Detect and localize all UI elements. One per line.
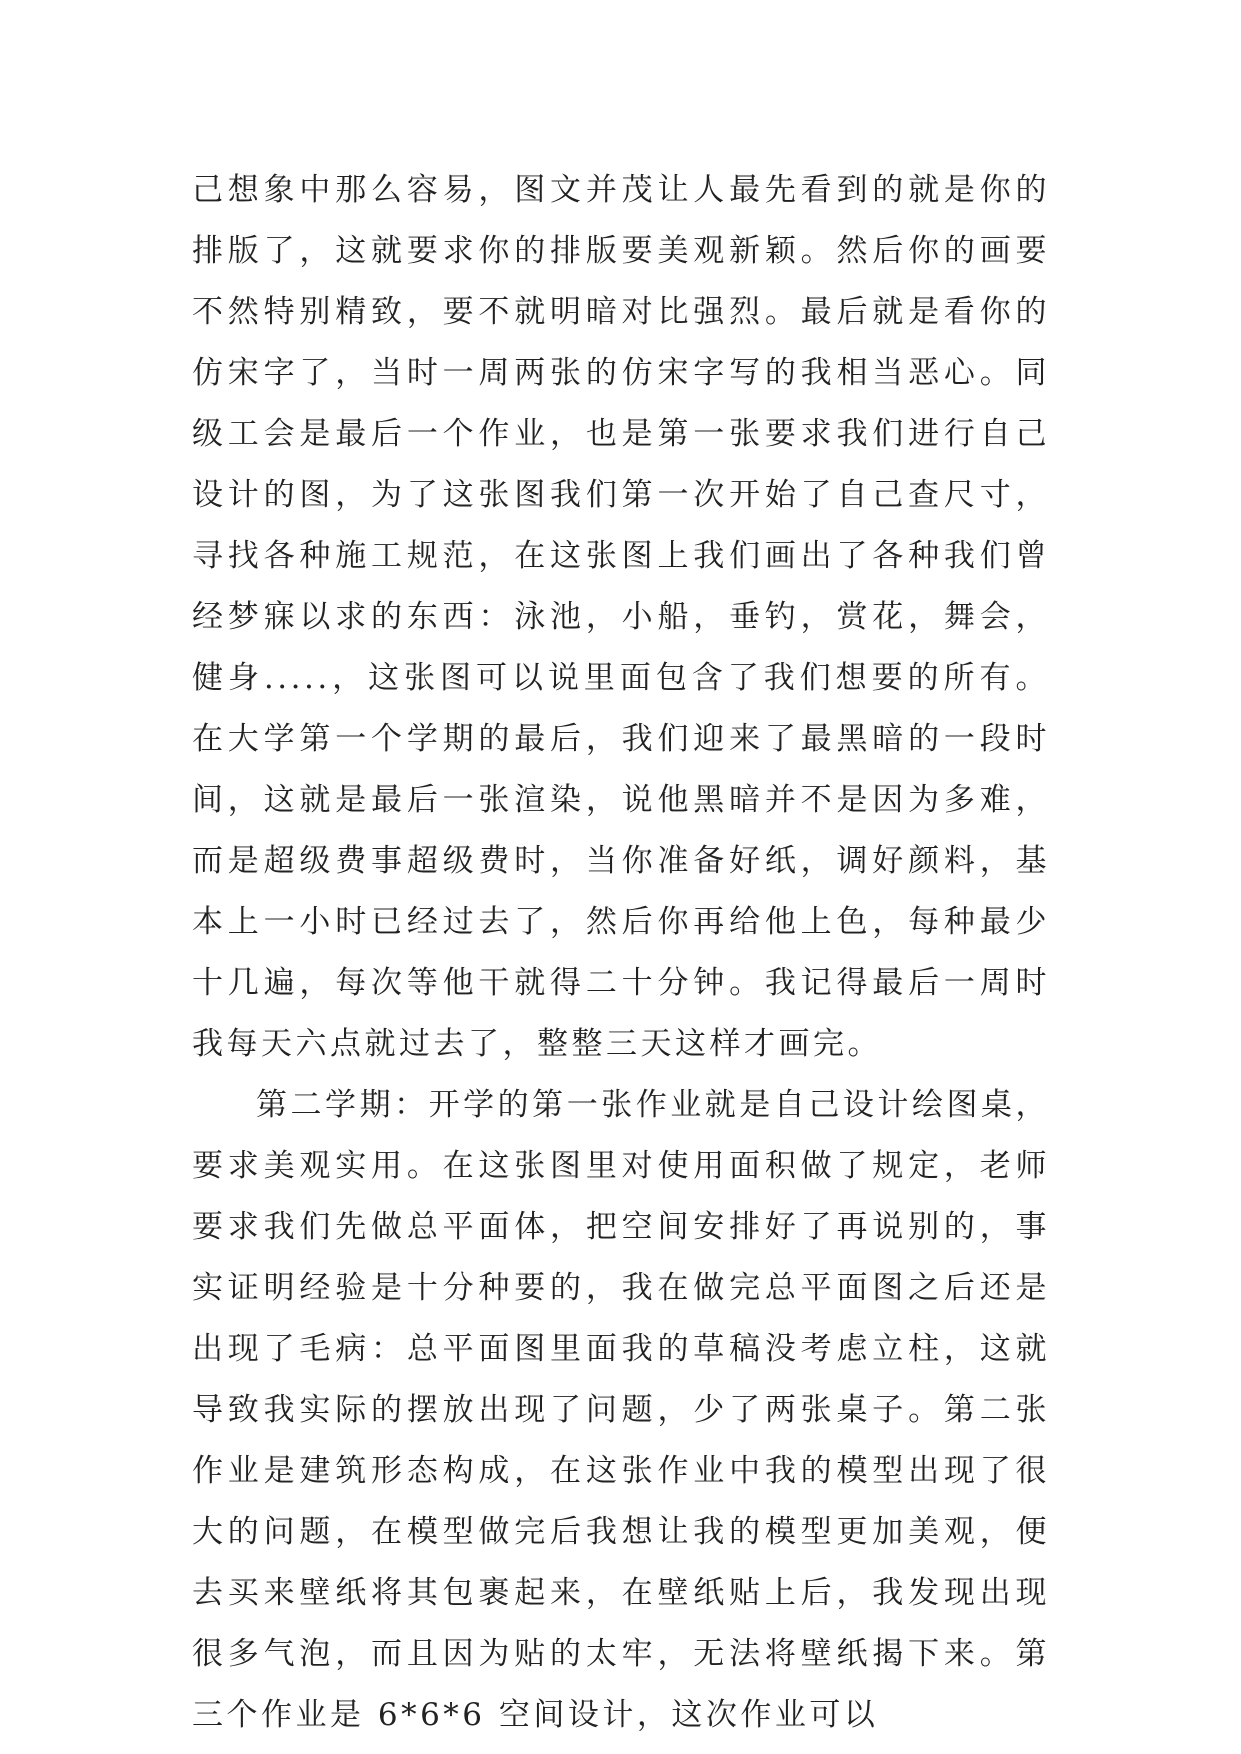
paragraph-second-semester: 第二学期：开学的第一张作业就是自己设计绘图桌，要求美观实用。在这张图里对使用面积做了规定，老师要求我们先做总平面体，把空间安排好了再说别的，事实证明经验是十分种要的，我在做完总平面图之后还是出现了毛病：总平面图里面我的草稿没考虑立柱，这就导致我实际的摆放出现了问题，少了两张桌子。第二张作业是建筑形态构成，在这张作业中我的模型出现了很大的问题，在模型做完后我想让我的模型更加美观，便去买来壁纸将其包裹起来，在壁纸贴上后，我发现出现很多气泡，而且因为贴的太牢，无法将壁纸揭下来。第三个作业是 6*6*6 空间设计，这次作业可以 <box>192 1087 1050 1733</box>
paragraph-first-semester-continued: 己想象中那么容易，图文并茂让人最先看到的就是你的排版了，这就要求你的排版要美观新颖。然后你的画要不然特别精致，要不就明暗对比强烈。最后就是看你的仿宋字了，当时一周两张的仿宋字写的我相当恶心。同级工会是最后一个作业，也是第一张要求我们进行自己设计的图，为了这张图我们第一次开始了自己查尺寸，寻找各种施工规范，在这张图上我们画出了各种我们曾经梦寐以求的东西：泳池，小船，垂钓，赏花，舞会，健身.....，这张图可以说里面包含了我们想要的所有。在大学第一个学期的最后，我们迎来了最黑暗的一段时间，这就是最后一张渲染，说他黑暗并不是因为多难，而是超级费事超级费时，当你准备好纸，调好颜料，基本上一小时已经过去了，然后你再给他上色，每种最少十几遍，每次等他干就得二十分钟。我记得最后一周时我每天六点就过去了，整整三天这样才画完。 <box>192 172 1050 1062</box>
document-body <box>192 160 1050 1746</box>
